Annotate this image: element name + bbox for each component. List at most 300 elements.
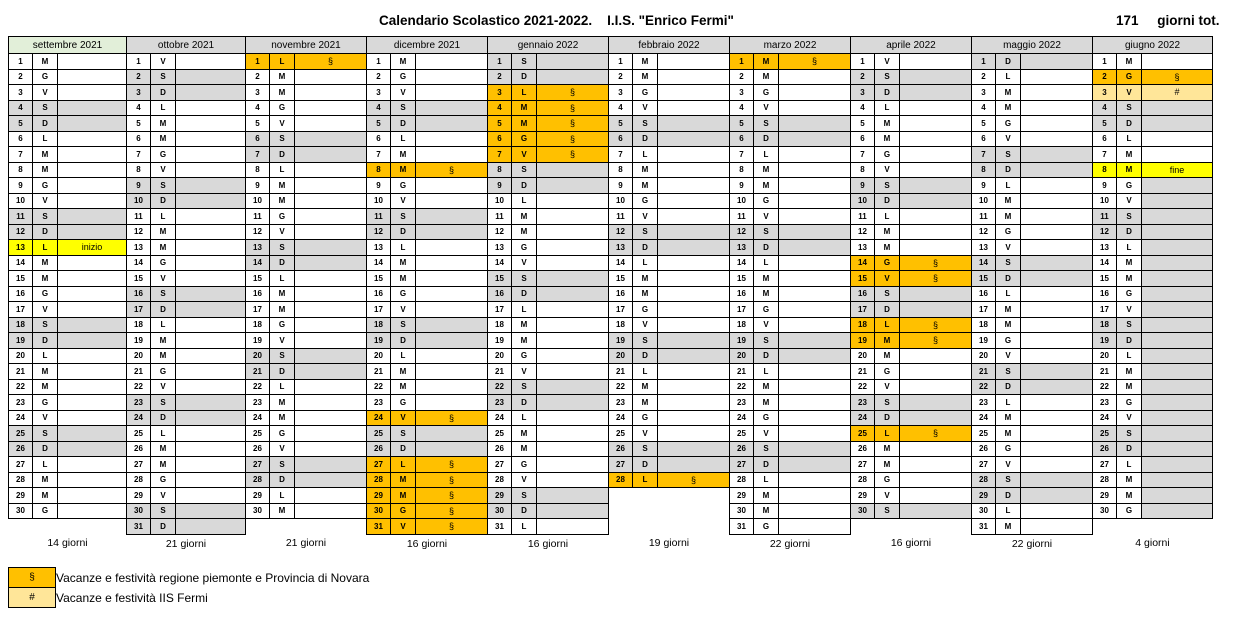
- day-number: 27: [488, 457, 512, 473]
- day-note: [658, 224, 730, 240]
- day-number: 6: [488, 131, 512, 147]
- total-days: [1116, 13, 1220, 28]
- month-school-days: [127, 534, 246, 553]
- day-number: 25: [127, 426, 151, 442]
- weekday-letter: D: [754, 457, 779, 473]
- day-number: 28: [609, 472, 633, 488]
- weekday-letter: G: [996, 333, 1021, 349]
- weekday-letter: M: [875, 441, 900, 457]
- weekday-letter: V: [875, 162, 900, 178]
- weekday-letter: L: [270, 54, 295, 70]
- day-number: 4: [730, 100, 754, 116]
- day-number: 29: [1093, 488, 1117, 504]
- day-note: [779, 503, 851, 519]
- day-note: [537, 162, 609, 178]
- day-number: 11: [609, 209, 633, 225]
- calendar-row: [9, 178, 1213, 194]
- day-note: [1021, 488, 1093, 504]
- day-note: [58, 488, 127, 504]
- weekday-letter: S: [512, 379, 537, 395]
- weekday-letter: L: [33, 457, 58, 473]
- weekday-letter: S: [1117, 100, 1142, 116]
- day-note: [176, 472, 246, 488]
- day-number: 7: [609, 147, 633, 163]
- day-number: 14: [609, 255, 633, 271]
- day-note: [658, 85, 730, 101]
- day-number: 20: [609, 348, 633, 364]
- day-note: [1142, 302, 1213, 318]
- day-number: 15: [127, 271, 151, 287]
- weekday-letter: M: [754, 379, 779, 395]
- weekday-letter: D: [33, 333, 58, 349]
- day-note: [295, 364, 367, 380]
- day-note: [416, 426, 488, 442]
- weekday-letter: S: [33, 426, 58, 442]
- day-note: §: [1142, 69, 1213, 85]
- day-note: [537, 519, 609, 535]
- day-note: [658, 333, 730, 349]
- day-number: 22: [488, 379, 512, 395]
- month-header: settembre 2021: [9, 37, 127, 54]
- day-note: [176, 379, 246, 395]
- day-number: 13: [609, 240, 633, 256]
- day-number: 13: [488, 240, 512, 256]
- day-number: 21: [730, 364, 754, 380]
- weekday-letter: S: [875, 178, 900, 194]
- weekday-letter: V: [151, 379, 176, 395]
- day-note: [1142, 131, 1213, 147]
- day-note: [1142, 410, 1213, 426]
- day-number: 9: [246, 178, 270, 194]
- day-number: 10: [972, 193, 996, 209]
- day-note: [779, 379, 851, 395]
- day-number: 6: [972, 131, 996, 147]
- weekday-letter: S: [512, 54, 537, 70]
- day-note: [58, 131, 127, 147]
- day-number: 2: [730, 69, 754, 85]
- day-number: 28: [9, 472, 33, 488]
- weekday-letter: M: [633, 178, 658, 194]
- day-note: [779, 240, 851, 256]
- day-number: 26: [1093, 441, 1117, 457]
- calendar-row: [9, 271, 1213, 287]
- day-note: [176, 240, 246, 256]
- weekday-letter: M: [270, 302, 295, 318]
- legend-symbol-regional: §: [29, 572, 35, 583]
- day-number: 17: [367, 302, 391, 318]
- day-number: 21: [127, 364, 151, 380]
- weekday-letter: M: [512, 426, 537, 442]
- day-number: 1: [367, 54, 391, 70]
- calendar-row: [9, 100, 1213, 116]
- day-number: 4: [127, 100, 151, 116]
- day-number: 11: [851, 209, 875, 225]
- weekday-letter: G: [512, 131, 537, 147]
- weekday-letter: G: [754, 410, 779, 426]
- day-note: [176, 69, 246, 85]
- day-number: 19: [609, 333, 633, 349]
- weekday-letter: G: [33, 503, 58, 519]
- day-note: [416, 255, 488, 271]
- weekday-letter: V: [151, 54, 176, 70]
- day-note: [416, 131, 488, 147]
- weekday-letter: M: [1117, 54, 1142, 70]
- day-note: [176, 54, 246, 70]
- day-number: 19: [127, 333, 151, 349]
- weekday-letter: D: [151, 519, 176, 535]
- day-note: [1021, 255, 1093, 271]
- weekday-letter: V: [633, 209, 658, 225]
- weekday-letter: V: [391, 193, 416, 209]
- month-school-days: [367, 534, 488, 553]
- weekday-letter: D: [754, 348, 779, 364]
- day-note: [176, 178, 246, 194]
- day-note: inizio: [58, 240, 127, 256]
- weekday-letter: G: [875, 255, 900, 271]
- day-number: 14: [972, 255, 996, 271]
- day-note: [58, 364, 127, 380]
- weekday-letter: V: [633, 100, 658, 116]
- day-note: [58, 271, 127, 287]
- day-number: 27: [1093, 457, 1117, 473]
- weekday-letter: M: [270, 286, 295, 302]
- school-days-label: giorni: [421, 537, 448, 550]
- calendar-row: [9, 193, 1213, 209]
- day-note: [1021, 457, 1093, 473]
- day-number: 23: [367, 395, 391, 411]
- calendar-row: [9, 116, 1213, 132]
- day-number: 1: [730, 54, 754, 70]
- day-note: [779, 302, 851, 318]
- weekday-letter: D: [391, 441, 416, 457]
- day-number: 3: [972, 85, 996, 101]
- day-number: 16: [367, 286, 391, 302]
- day-note: [1142, 333, 1213, 349]
- weekday-letter: G: [754, 193, 779, 209]
- day-note: [779, 395, 851, 411]
- day-number: 28: [730, 472, 754, 488]
- school-days-count: 16: [890, 537, 903, 550]
- empty-cell: [658, 519, 730, 535]
- empty-cell: [875, 519, 900, 535]
- day-note: [416, 85, 488, 101]
- day-note: [295, 472, 367, 488]
- day-note: [1142, 224, 1213, 240]
- day-note: [537, 379, 609, 395]
- day-note: §: [295, 54, 367, 70]
- day-note: [779, 85, 851, 101]
- weekday-letter: S: [151, 286, 176, 302]
- weekday-letter: M: [754, 178, 779, 194]
- weekday-letter: G: [391, 286, 416, 302]
- month-school-days: [9, 534, 127, 553]
- day-number: 23: [972, 395, 996, 411]
- day-number: 29: [730, 488, 754, 504]
- day-number: 10: [488, 193, 512, 209]
- day-note: [58, 85, 127, 101]
- weekday-letter: D: [1117, 441, 1142, 457]
- weekday-letter: V: [875, 379, 900, 395]
- day-note: [58, 116, 127, 132]
- weekday-letter: S: [270, 240, 295, 256]
- day-number: 21: [367, 364, 391, 380]
- day-number: 12: [972, 224, 996, 240]
- day-number: 17: [246, 302, 270, 318]
- weekday-letter: V: [754, 317, 779, 333]
- day-note: [779, 193, 851, 209]
- day-number: 18: [9, 317, 33, 333]
- day-number: 9: [367, 178, 391, 194]
- legend-text-regional: Vacanze e festività regione piemonte e Provincia di Novara: [56, 571, 370, 585]
- day-number: 19: [1093, 333, 1117, 349]
- day-number: 19: [367, 333, 391, 349]
- day-number: 20: [367, 348, 391, 364]
- day-number: 8: [609, 162, 633, 178]
- day-note: [658, 69, 730, 85]
- day-number: 22: [1093, 379, 1117, 395]
- weekday-letter: S: [996, 364, 1021, 380]
- month-school-days: [972, 534, 1093, 553]
- day-number: 15: [367, 271, 391, 287]
- weekday-letter: S: [633, 116, 658, 132]
- day-note: [900, 457, 972, 473]
- day-number: 26: [9, 441, 33, 457]
- weekday-letter: V: [33, 410, 58, 426]
- day-note: [58, 54, 127, 70]
- day-number: 7: [246, 147, 270, 163]
- day-note: [779, 116, 851, 132]
- day-note: [537, 286, 609, 302]
- weekday-letter: L: [270, 488, 295, 504]
- day-number: 26: [730, 441, 754, 457]
- weekday-letter: V: [996, 240, 1021, 256]
- day-note: [416, 333, 488, 349]
- weekday-letter: G: [633, 410, 658, 426]
- weekday-letter: D: [996, 271, 1021, 287]
- day-number: 23: [609, 395, 633, 411]
- month-school-days: [730, 534, 851, 553]
- day-number: 24: [246, 410, 270, 426]
- day-number: 6: [9, 131, 33, 147]
- weekday-letter: L: [996, 395, 1021, 411]
- weekday-letter: V: [1117, 302, 1142, 318]
- weekday-letter: S: [1117, 317, 1142, 333]
- day-note: [58, 100, 127, 116]
- day-note: [1021, 333, 1093, 349]
- total-days-label: giorni tot.: [1157, 13, 1220, 28]
- day-number: 22: [609, 379, 633, 395]
- day-note: §: [416, 410, 488, 426]
- empty-cell: [851, 519, 875, 535]
- calendar-row: [9, 457, 1213, 473]
- weekday-letter: D: [151, 410, 176, 426]
- day-note: [1142, 271, 1213, 287]
- day-note: [658, 240, 730, 256]
- day-note: [1142, 54, 1213, 70]
- day-note: [900, 472, 972, 488]
- day-note: [176, 348, 246, 364]
- legend-text-iis: Vacanze e festività IIS Fermi: [56, 591, 208, 605]
- day-note: [779, 457, 851, 473]
- day-note: [295, 426, 367, 442]
- day-number: 5: [367, 116, 391, 132]
- day-note: [1021, 193, 1093, 209]
- weekday-letter: V: [1117, 85, 1142, 101]
- day-number: 9: [851, 178, 875, 194]
- day-note: [58, 457, 127, 473]
- day-number: 24: [1093, 410, 1117, 426]
- weekday-letter: G: [33, 395, 58, 411]
- day-note: [176, 224, 246, 240]
- day-note: §: [900, 426, 972, 442]
- weekday-letter: V: [633, 317, 658, 333]
- weekday-letter: S: [270, 348, 295, 364]
- day-number: 13: [730, 240, 754, 256]
- day-number: 8: [127, 162, 151, 178]
- day-note: [658, 379, 730, 395]
- weekday-letter: V: [270, 333, 295, 349]
- day-note: [658, 147, 730, 163]
- day-number: 30: [1093, 503, 1117, 519]
- weekday-letter: M: [754, 395, 779, 411]
- day-number: 6: [367, 131, 391, 147]
- day-note: [537, 193, 609, 209]
- weekday-letter: G: [270, 209, 295, 225]
- empty-cell: [9, 519, 33, 535]
- weekday-letter: M: [633, 69, 658, 85]
- weekday-letter: D: [996, 54, 1021, 70]
- day-note: [537, 503, 609, 519]
- weekday-letter: D: [633, 131, 658, 147]
- weekday-letter: L: [996, 69, 1021, 85]
- month-header: ottobre 2021: [127, 37, 246, 54]
- day-number: 13: [9, 240, 33, 256]
- day-number: 24: [609, 410, 633, 426]
- day-note: [58, 333, 127, 349]
- day-number: 2: [972, 69, 996, 85]
- day-note: [58, 147, 127, 163]
- weekday-letter: G: [754, 85, 779, 101]
- day-note: fine: [1142, 162, 1213, 178]
- day-note: [1021, 240, 1093, 256]
- day-number: 4: [972, 100, 996, 116]
- day-number: 3: [730, 85, 754, 101]
- weekday-letter: G: [391, 395, 416, 411]
- day-note: [537, 426, 609, 442]
- weekday-letter: D: [996, 162, 1021, 178]
- weekday-letter: M: [270, 193, 295, 209]
- day-note: [779, 131, 851, 147]
- weekday-letter: L: [270, 379, 295, 395]
- calendar-row: [9, 395, 1213, 411]
- school-days-count: 14: [47, 537, 60, 550]
- weekday-letter: S: [391, 209, 416, 225]
- weekday-letter: M: [996, 426, 1021, 442]
- day-number: 24: [488, 410, 512, 426]
- calendar-row: [9, 333, 1213, 349]
- day-number: 21: [851, 364, 875, 380]
- day-note: [1142, 317, 1213, 333]
- day-number: 10: [127, 193, 151, 209]
- day-number: 3: [367, 85, 391, 101]
- day-number: 24: [9, 410, 33, 426]
- day-number: 22: [127, 379, 151, 395]
- day-number: 14: [9, 255, 33, 271]
- day-note: [176, 85, 246, 101]
- day-note: [176, 100, 246, 116]
- weekday-letter: L: [512, 302, 537, 318]
- empty-cell: [609, 503, 633, 519]
- calendar-row: [9, 364, 1213, 380]
- weekday-letter: D: [633, 348, 658, 364]
- weekday-letter: V: [512, 364, 537, 380]
- weekday-letter: S: [754, 333, 779, 349]
- weekday-letter: M: [270, 503, 295, 519]
- weekday-letter: M: [1117, 162, 1142, 178]
- month-school-days: [609, 534, 730, 553]
- weekday-letter: G: [633, 193, 658, 209]
- day-note: §: [779, 54, 851, 70]
- day-number: 14: [127, 255, 151, 271]
- day-note: [58, 395, 127, 411]
- weekday-letter: V: [270, 224, 295, 240]
- empty-cell: [633, 519, 658, 535]
- legend-symbol-iis: #: [29, 592, 35, 603]
- day-number: 28: [972, 472, 996, 488]
- day-number: 14: [367, 255, 391, 271]
- day-note: [295, 271, 367, 287]
- legend-swatch-iis: [8, 587, 56, 608]
- weekday-letter: D: [512, 178, 537, 194]
- day-number: 25: [246, 426, 270, 442]
- day-number: 30: [972, 503, 996, 519]
- month-header: febbraio 2022: [609, 37, 730, 54]
- weekday-letter: D: [151, 302, 176, 318]
- weekday-letter: M: [754, 488, 779, 504]
- day-note: [537, 488, 609, 504]
- weekday-letter: L: [1117, 240, 1142, 256]
- day-number: 20: [972, 348, 996, 364]
- day-number: 20: [127, 348, 151, 364]
- day-number: 18: [851, 317, 875, 333]
- day-note: [58, 317, 127, 333]
- day-note: [537, 302, 609, 318]
- day-number: 5: [246, 116, 270, 132]
- day-number: 21: [1093, 364, 1117, 380]
- calendar-row: [9, 441, 1213, 457]
- calendar-row: [9, 472, 1213, 488]
- weekday-letter: S: [633, 333, 658, 349]
- weekday-letter: G: [391, 178, 416, 194]
- day-note: [900, 162, 972, 178]
- day-number: 9: [127, 178, 151, 194]
- day-note: [779, 271, 851, 287]
- school-days-label: giorni: [61, 537, 88, 550]
- weekday-letter: S: [151, 69, 176, 85]
- day-note: [658, 457, 730, 473]
- day-number: 18: [367, 317, 391, 333]
- weekday-letter: L: [1117, 457, 1142, 473]
- day-number: 19: [488, 333, 512, 349]
- weekday-letter: G: [270, 426, 295, 442]
- day-number: 12: [367, 224, 391, 240]
- day-note: [295, 131, 367, 147]
- day-note: [658, 286, 730, 302]
- weekday-letter: L: [391, 348, 416, 364]
- day-note: [1021, 162, 1093, 178]
- weekday-letter: S: [996, 472, 1021, 488]
- weekday-letter: L: [633, 255, 658, 271]
